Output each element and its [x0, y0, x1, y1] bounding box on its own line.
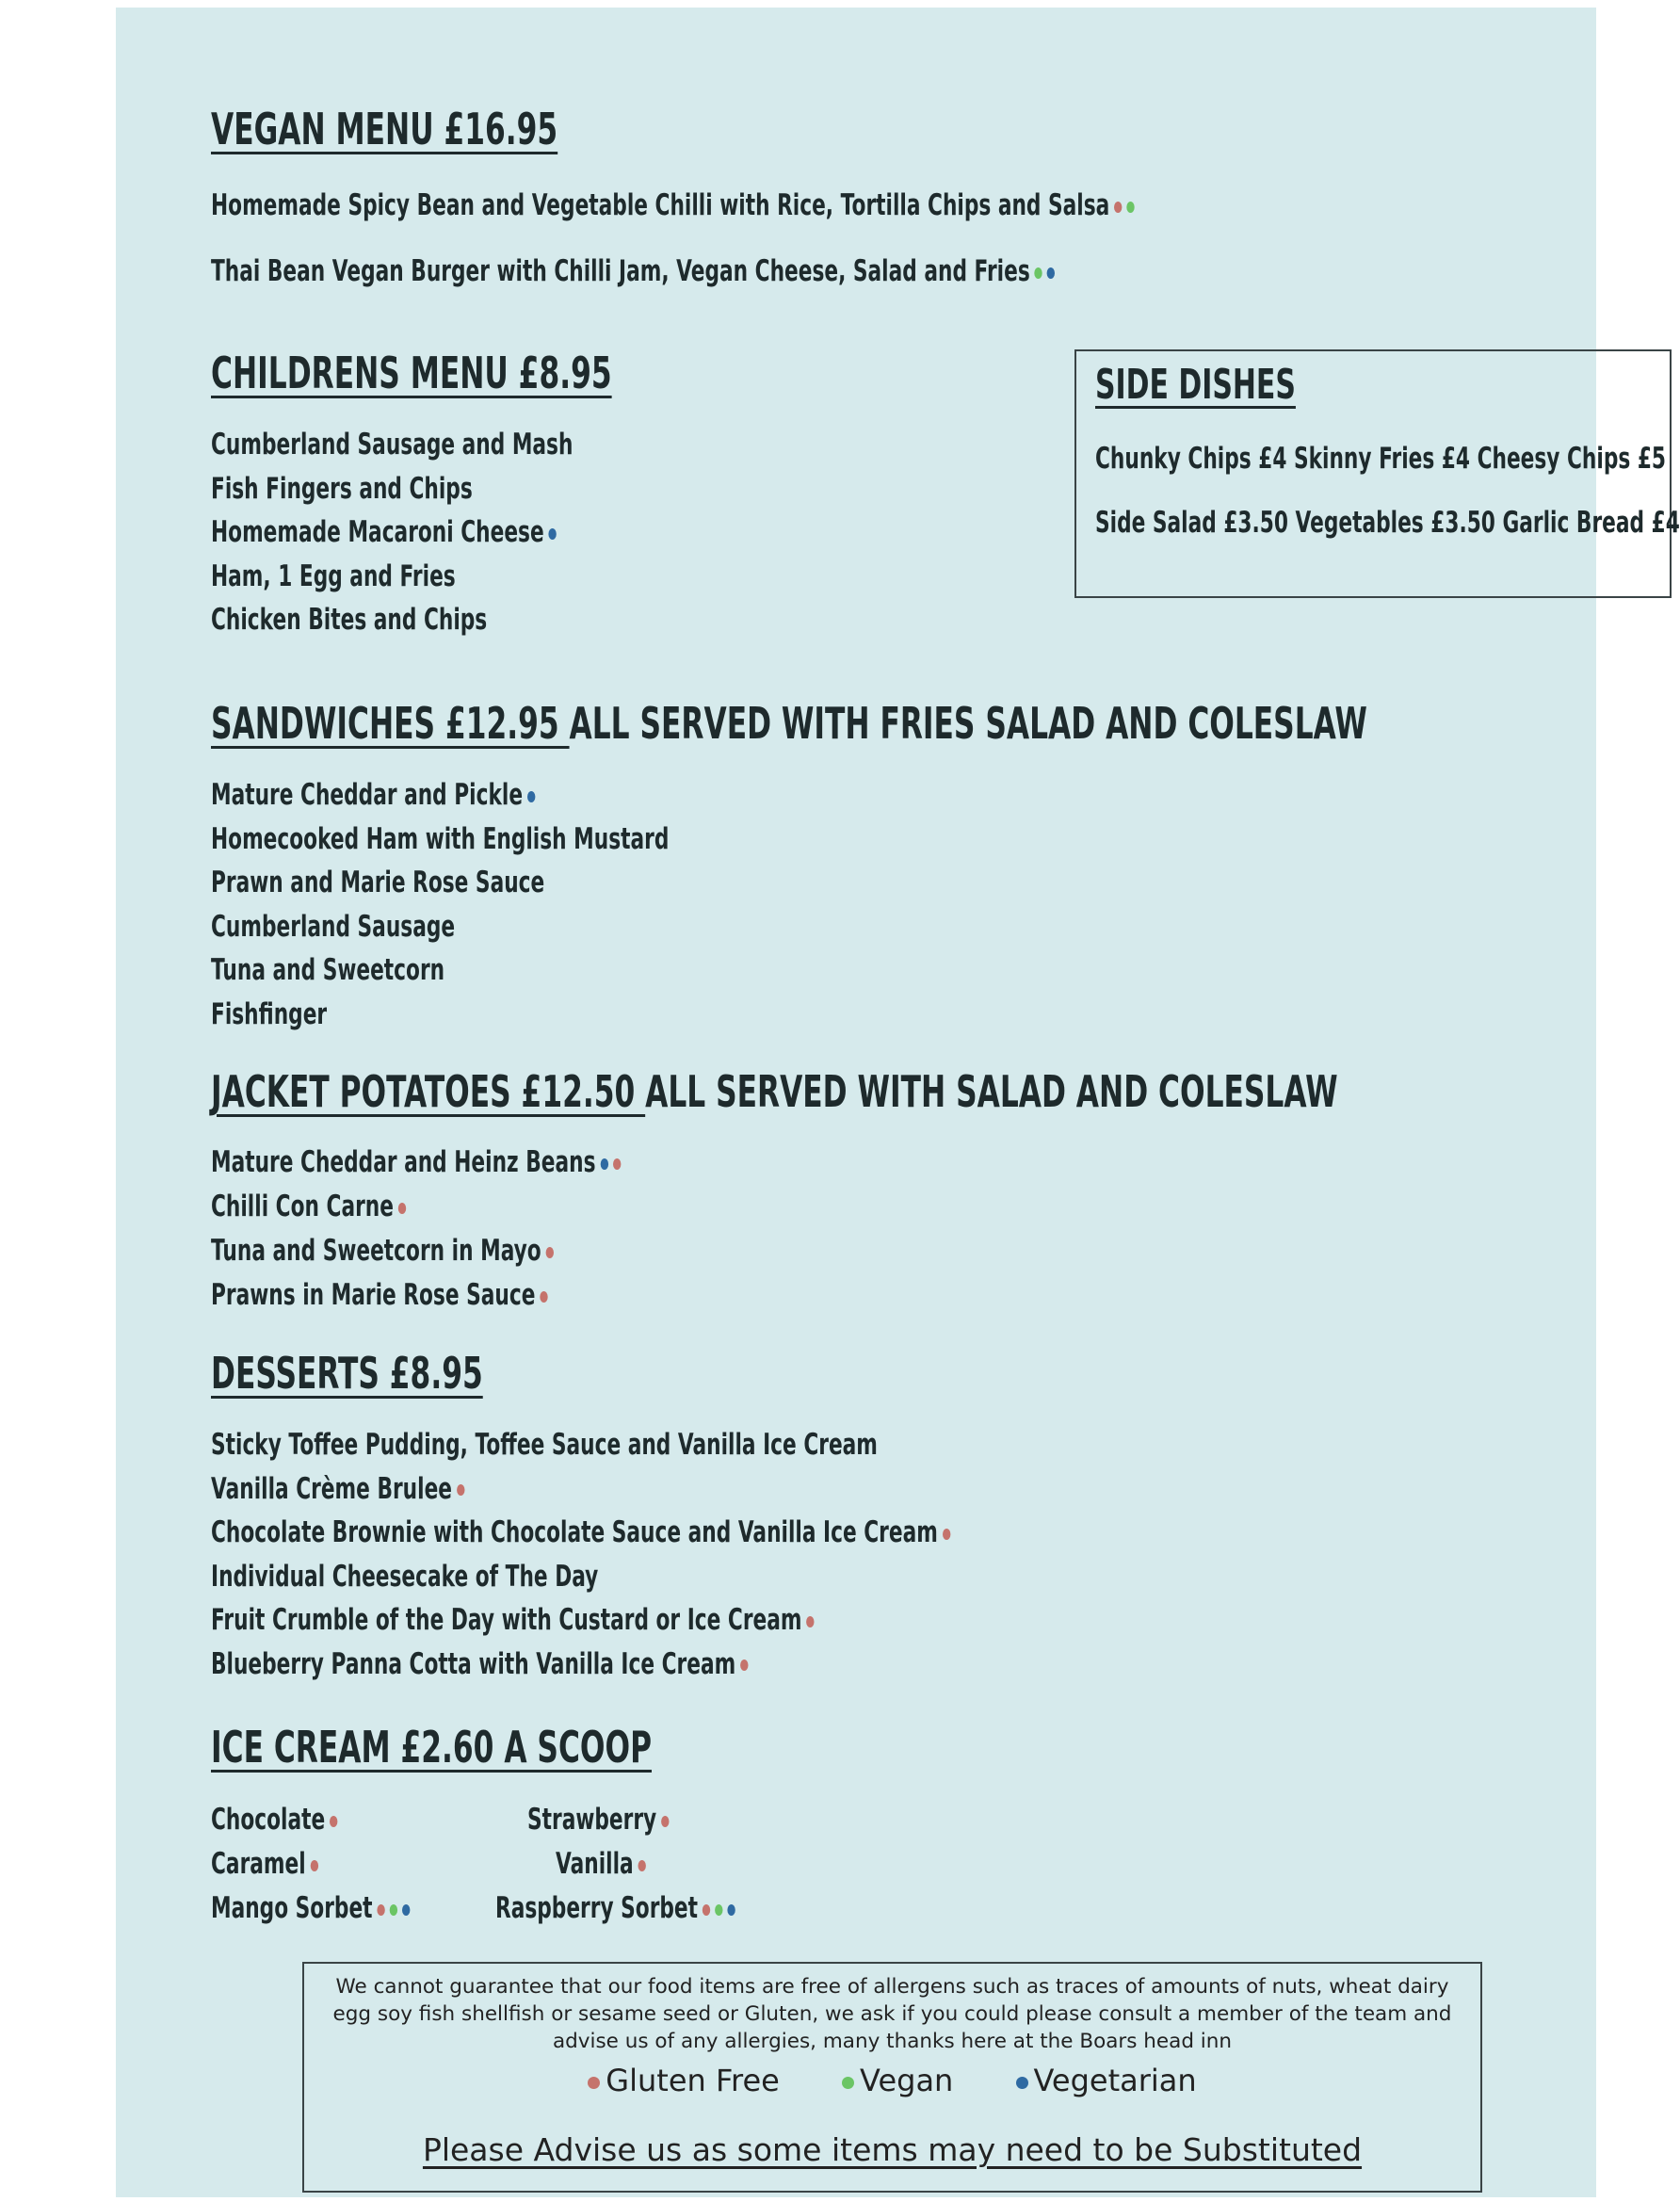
menu-item: [211, 1278, 548, 1312]
gluten-free-dot-icon: [613, 1158, 621, 1170]
menu-item: [211, 1803, 338, 1837]
sandwiches-heading: SANDWICHES £12.95 ALL SERVED WITH FRIES SALAD AND COLESLAW: [211, 698, 1367, 749]
desserts-heading: DESSERTS £8.95: [211, 1348, 483, 1399]
legend-vegetarian: Vegetarian: [1016, 2063, 1197, 2098]
menu-item: [211, 515, 557, 549]
menu-item-name: Tuna and Sweetcorn: [211, 953, 445, 987]
vegetarian-dot-icon: [402, 1904, 410, 1916]
allergen-notice-text: We cannot guarantee that our food items are free of allergens such as traces of amounts of nuts, wheat dairy egg soy fish shellfish or sesame seed or Gluten, we ask if you could please consult a member of the team and advise us of any allergies, many thanks here at the Boars head inn: [332, 1975, 1452, 2053]
side-dishes-box: [1074, 349, 1680, 598]
legend-vegan: Vegan: [842, 2063, 953, 2098]
menu-item-name: Mature Cheddar and Heinz Beans: [211, 1145, 596, 1179]
vegan-dot-icon: [390, 1904, 397, 1916]
allergen-notice-box: [302, 1962, 1482, 2193]
gluten-free-dot-icon: [330, 1816, 337, 1827]
gluten-free-dot-icon: [311, 1860, 318, 1871]
menu-item-name: Mango Sorbet: [211, 1891, 373, 1925]
menu-item-name: Fruit Crumble of the Day with Custard or Ice Cream: [211, 1603, 802, 1637]
menu-item: [211, 472, 473, 506]
menu-item-name: Homecooked Ham with English Mustard: [211, 821, 670, 856]
menu-item: [211, 822, 669, 856]
gluten-free-dot-icon: [457, 1484, 464, 1496]
side-dishes-line-2: Side Salad £3.50 Vegetables £3.50 Garlic Bread £4: [1095, 506, 1680, 540]
vegetarian-dot-icon: [600, 1158, 607, 1170]
gluten-free-dot-icon: [377, 1904, 384, 1916]
substitution-notice: Please Advise us as some items may need to be Substituted: [422, 2131, 1363, 2168]
menu-item: [495, 1891, 735, 1925]
menu-item-name: Caramel: [211, 1847, 306, 1881]
vegan-dot-icon: [1035, 267, 1042, 279]
menu-item: [211, 1515, 950, 1549]
menu-item-name: Homemade Macaroni Cheese: [211, 515, 544, 549]
menu-item: [211, 953, 444, 987]
menu-item: [211, 428, 573, 461]
menu-item: [211, 254, 1055, 288]
menu-item: [211, 866, 544, 899]
dietary-legend: [304, 2063, 1480, 2098]
gluten-free-dot-icon: [703, 1904, 710, 1916]
menu-item: [211, 910, 455, 944]
side-dishes-heading: SIDE DISHES: [1095, 361, 1296, 409]
gluten-free-dot-icon: [661, 1816, 669, 1827]
menu-item-name: Fishfinger: [211, 996, 328, 1031]
side-dishes-line-1: Chunky Chips £4 Skinny Fries £4 Cheesy Chips £5: [1095, 442, 1667, 476]
menu-item-name: Cumberland Sausage and Mash: [211, 428, 573, 461]
menu-item: [211, 1428, 878, 1462]
vegan-dot-icon: [1126, 202, 1134, 213]
menu-item-name: Tuna and Sweetcorn in Mayo: [211, 1234, 541, 1268]
legend-gluten-free: Gluten Free: [588, 2063, 780, 2098]
menu-item-name: Individual Cheesecake of The Day: [211, 1559, 599, 1594]
menu-item: [211, 559, 456, 593]
menu-item-name: Fish Fingers and Chips: [211, 471, 473, 506]
menu-item: [211, 603, 487, 637]
gluten-free-dot-icon: [806, 1616, 814, 1627]
ice-cream-heading: ICE CREAM £2.60 A SCOOP: [211, 1722, 653, 1773]
jacket-potatoes-heading: JACKET POTATOES £12.50 ALL SERVED WITH SALAD AND COLESLAW: [211, 1066, 1338, 1117]
gluten-free-dot-icon: [638, 1860, 646, 1871]
menu-item-name: Ham, 1 Egg and Fries: [211, 559, 456, 593]
menu-item-name: Vanilla: [556, 1847, 634, 1881]
menu-item-name: Thai Bean Vegan Burger with Chilli Jam, Vegan Cheese, Salad and Fries: [211, 254, 1030, 288]
vegetarian-dot-icon: [728, 1904, 735, 1916]
menu-item-name: Chilli Con Carne: [211, 1190, 394, 1223]
menu-item-name: Strawberry: [527, 1803, 657, 1837]
menu-item: [211, 1560, 598, 1594]
vegan-dot-icon: [715, 1904, 722, 1916]
gluten-free-dot-icon: [588, 2077, 600, 2089]
menu-item-name: Chocolate: [211, 1803, 326, 1837]
vegetarian-dot-icon: [1016, 2077, 1028, 2089]
childrens-menu-heading: CHILDRENS MENU £8.95: [211, 348, 612, 398]
menu-item-name: Blueberry Panna Cotta with Vanilla Ice Cream: [211, 1646, 736, 1681]
vegetarian-dot-icon: [527, 791, 535, 802]
menu-item-name: Homemade Spicy Bean and Vegetable Chilli with Rice, Tortilla Chips and Salsa: [211, 188, 1110, 222]
menu-item: [211, 1603, 815, 1637]
vegetarian-dot-icon: [549, 528, 557, 540]
menu-item-name: Raspberry Sorbet: [495, 1891, 699, 1925]
menu-item: [211, 1190, 406, 1223]
vegan-dot-icon: [842, 2077, 854, 2089]
menu-sheet: [116, 8, 1680, 2197]
gluten-free-dot-icon: [943, 1529, 950, 1540]
vegan-menu-heading: VEGAN MENU £16.95: [211, 104, 558, 154]
menu-item: [211, 188, 1135, 222]
menu-item: [211, 1891, 410, 1925]
menu-item: [211, 997, 327, 1031]
menu-item-name: Chicken Bites and Chips: [211, 603, 488, 637]
menu-item-name: Vanilla Crème Brulee: [211, 1471, 453, 1506]
vegetarian-dot-icon: [1047, 267, 1055, 279]
menu-item-name: Chocolate Brownie with Chocolate Sauce and Vanilla Ice Cream: [211, 1515, 938, 1549]
menu-item-name: Cumberland Sausage: [211, 909, 456, 944]
menu-item: [527, 1803, 670, 1837]
menu-item: [211, 1847, 318, 1881]
menu-item: [211, 1647, 749, 1681]
gluten-free-dot-icon: [540, 1291, 547, 1303]
menu-item-name: Prawn and Marie Rose Sauce: [211, 866, 545, 899]
gluten-free-dot-icon: [740, 1660, 748, 1671]
menu-item-name: Sticky Toffee Pudding, Toffee Sauce and Vanilla Ice Cream: [211, 1428, 878, 1462]
menu-item: [556, 1847, 646, 1881]
menu-item: [211, 1472, 464, 1506]
gluten-free-dot-icon: [398, 1203, 406, 1214]
menu-item: [211, 778, 535, 812]
menu-item-name: Prawns in Marie Rose Sauce: [211, 1278, 536, 1312]
menu-item: [211, 1145, 621, 1179]
gluten-free-dot-icon: [1114, 202, 1122, 213]
gluten-free-dot-icon: [546, 1247, 554, 1258]
menu-item-name: Mature Cheddar and Pickle: [211, 778, 524, 812]
menu-item: [211, 1234, 554, 1268]
